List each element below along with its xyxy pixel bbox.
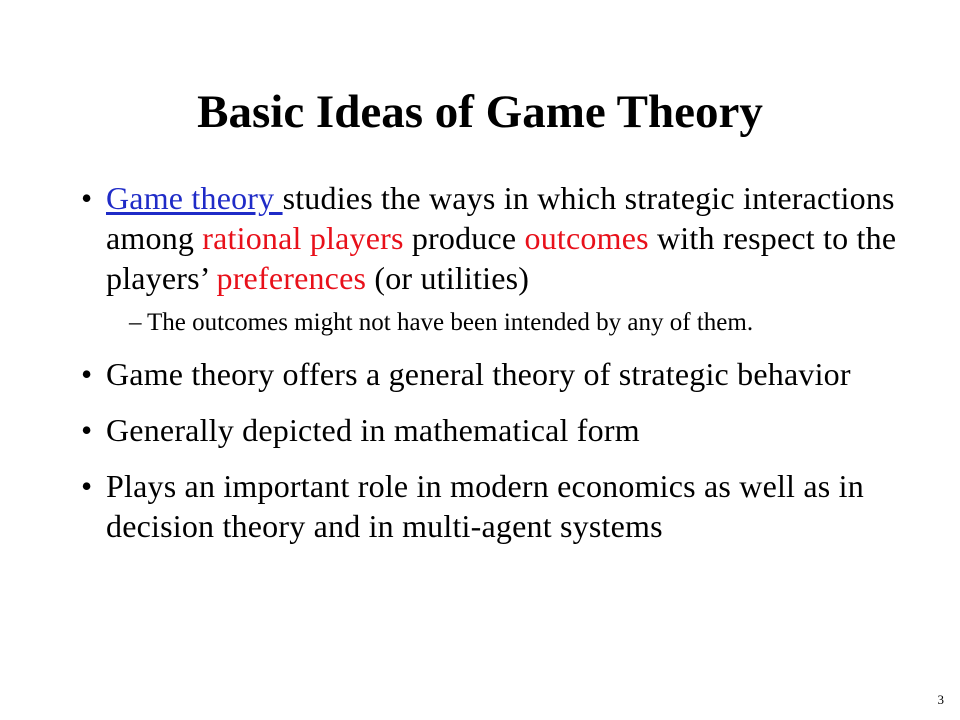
bullet-text: with respect to the players’ <box>106 220 897 296</box>
bullet-text: Generally depicted in mathematical form <box>106 412 640 448</box>
bullet-icon: • <box>81 468 93 504</box>
sub-bullet-item <box>129 306 938 340</box>
bullet-icon: • <box>81 412 93 448</box>
dash-icon: – <box>129 309 142 336</box>
slide-title: Basic Ideas of Game Theory <box>197 86 763 138</box>
bullet-text: Game theory offers a general theory of strategic behavior <box>106 356 851 392</box>
bullet-icon: • <box>81 180 93 216</box>
bullet-item-game-theory-definition <box>78 178 938 298</box>
highlight-rational-players: rational players <box>202 220 404 256</box>
highlight-outcomes: outcomes <box>524 220 649 256</box>
bullet-text: Plays an important role in modern economics as well as in decision theory and in multi-agent systems <box>106 468 864 544</box>
bullet-item-important-role <box>78 466 938 546</box>
bullet-item-general-theory <box>78 354 938 394</box>
page-number: 3 <box>937 692 944 707</box>
bullet-item-mathematical-form <box>78 410 938 450</box>
highlight-preferences: preferences <box>216 260 367 296</box>
bullet-text: studies the ways in which strategic interactions among <box>106 180 895 256</box>
sub-bullet-text: The outcomes might not have been intended by any of them. <box>147 309 754 336</box>
bullet-text: (or utilities) <box>366 260 530 296</box>
bullet-icon: • <box>81 356 93 392</box>
bullet-text: produce <box>403 220 525 256</box>
game-theory-link[interactable]: Game theory <box>106 180 283 216</box>
bullet-list <box>78 178 938 546</box>
